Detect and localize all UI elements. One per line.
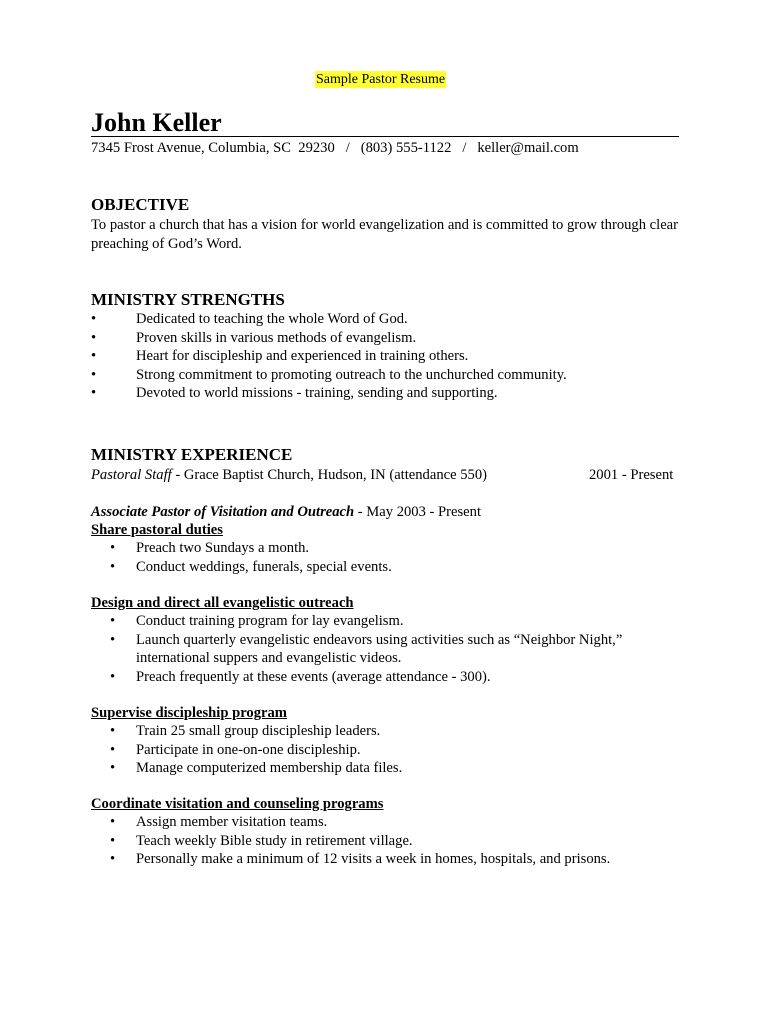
bullet: • [110, 741, 116, 758]
bullet: • [110, 814, 116, 830]
objective-heading: OBJECTIVE [91, 195, 190, 214]
list-item: • Preach frequently at these events (average attendance - 300). [110, 668, 491, 685]
role-detail: - May 2003 - Present [354, 504, 482, 520]
bullet: • [110, 558, 116, 575]
contact-line: 7345 Frost Avenue, Columbia, SC 29230 / (803) 555-1122 / keller@mail.com [91, 140, 579, 156]
bullet: • [110, 631, 116, 648]
group-title: Design and direct all evangelistic outreach [91, 595, 354, 611]
strengths-heading: MINISTRY STRENGTHS [91, 290, 285, 309]
name-underline-rule [91, 136, 679, 137]
staff-detail: - Grace Baptist Church, Hudson, IN (attendance 550) [171, 467, 487, 483]
sample-title: Sample Pastor Resume [316, 72, 446, 87]
list-item: • Strong commitment to promoting outreach to the unchurched community. [91, 366, 567, 383]
bullet: • [110, 851, 116, 867]
bullet: • [91, 366, 97, 383]
staff-dates: 2001 - Present [589, 467, 674, 483]
bullet: • [91, 385, 97, 401]
bullet: • [110, 723, 116, 739]
list-item: • Assign member visitation teams. [110, 814, 328, 830]
staff-line [91, 466, 487, 485]
strengths-list [91, 310, 567, 403]
list-item: • Train 25 small group discipleship leaders. [110, 723, 381, 739]
bullet: • [110, 613, 116, 629]
bullet: • [91, 348, 97, 364]
list-item: • Dedicated to teaching the whole Word of God. [91, 311, 408, 327]
role-line [91, 503, 481, 522]
list-item: • Conduct weddings, funerals, special events. [110, 558, 392, 575]
list-item: • Devoted to world missions - training, sending and supporting. [91, 385, 498, 401]
bullet: • [110, 832, 116, 849]
group-list [110, 612, 656, 686]
bullet: • [110, 760, 116, 776]
group-title: Supervise discipleship program [91, 705, 287, 721]
staff-title: Pastoral Staff [91, 467, 172, 483]
group-list [110, 722, 402, 778]
bullet: • [91, 329, 97, 346]
list-item: • Preach two Sundays a month. [110, 540, 310, 556]
group-list [110, 813, 610, 869]
role-title: Associate Pastor of Visitation and Outreach [91, 504, 355, 520]
objective-text: To pastor a church that has a vision for world evangelization and is committed to grow through clear preaching of God’s Word. [91, 217, 679, 252]
experience-heading: MINISTRY EXPERIENCE [91, 445, 293, 464]
list-item: • Proven skills in various methods of evangelism. [91, 329, 417, 346]
candidate-name: John Keller [91, 108, 222, 137]
list-item: • Teach weekly Bible study in retirement village. [110, 832, 413, 849]
list-item: • Heart for discipleship and experienced in training others. [91, 348, 469, 364]
list-item: • Conduct training program for lay evangelism. [110, 613, 404, 629]
group-title: Coordinate visitation and counseling programs [91, 796, 384, 812]
group-title: Share pastoral duties [91, 522, 223, 538]
list-item: • Launch quarterly evangelistic endeavors using activities such as “Neighbor Night,” international suppers and evangelistic videos. [110, 631, 623, 666]
list-item: • Manage computerized membership data files. [110, 760, 403, 776]
group-list [110, 539, 392, 576]
list-item: • Personally make a minimum of 12 visits a week in homes, hospitals, and prisons. [110, 851, 611, 867]
list-item: • Participate in one-on-one discipleship. [110, 741, 361, 758]
bullet: • [110, 668, 116, 685]
bullet: • [110, 540, 116, 556]
bullet: • [91, 311, 97, 327]
